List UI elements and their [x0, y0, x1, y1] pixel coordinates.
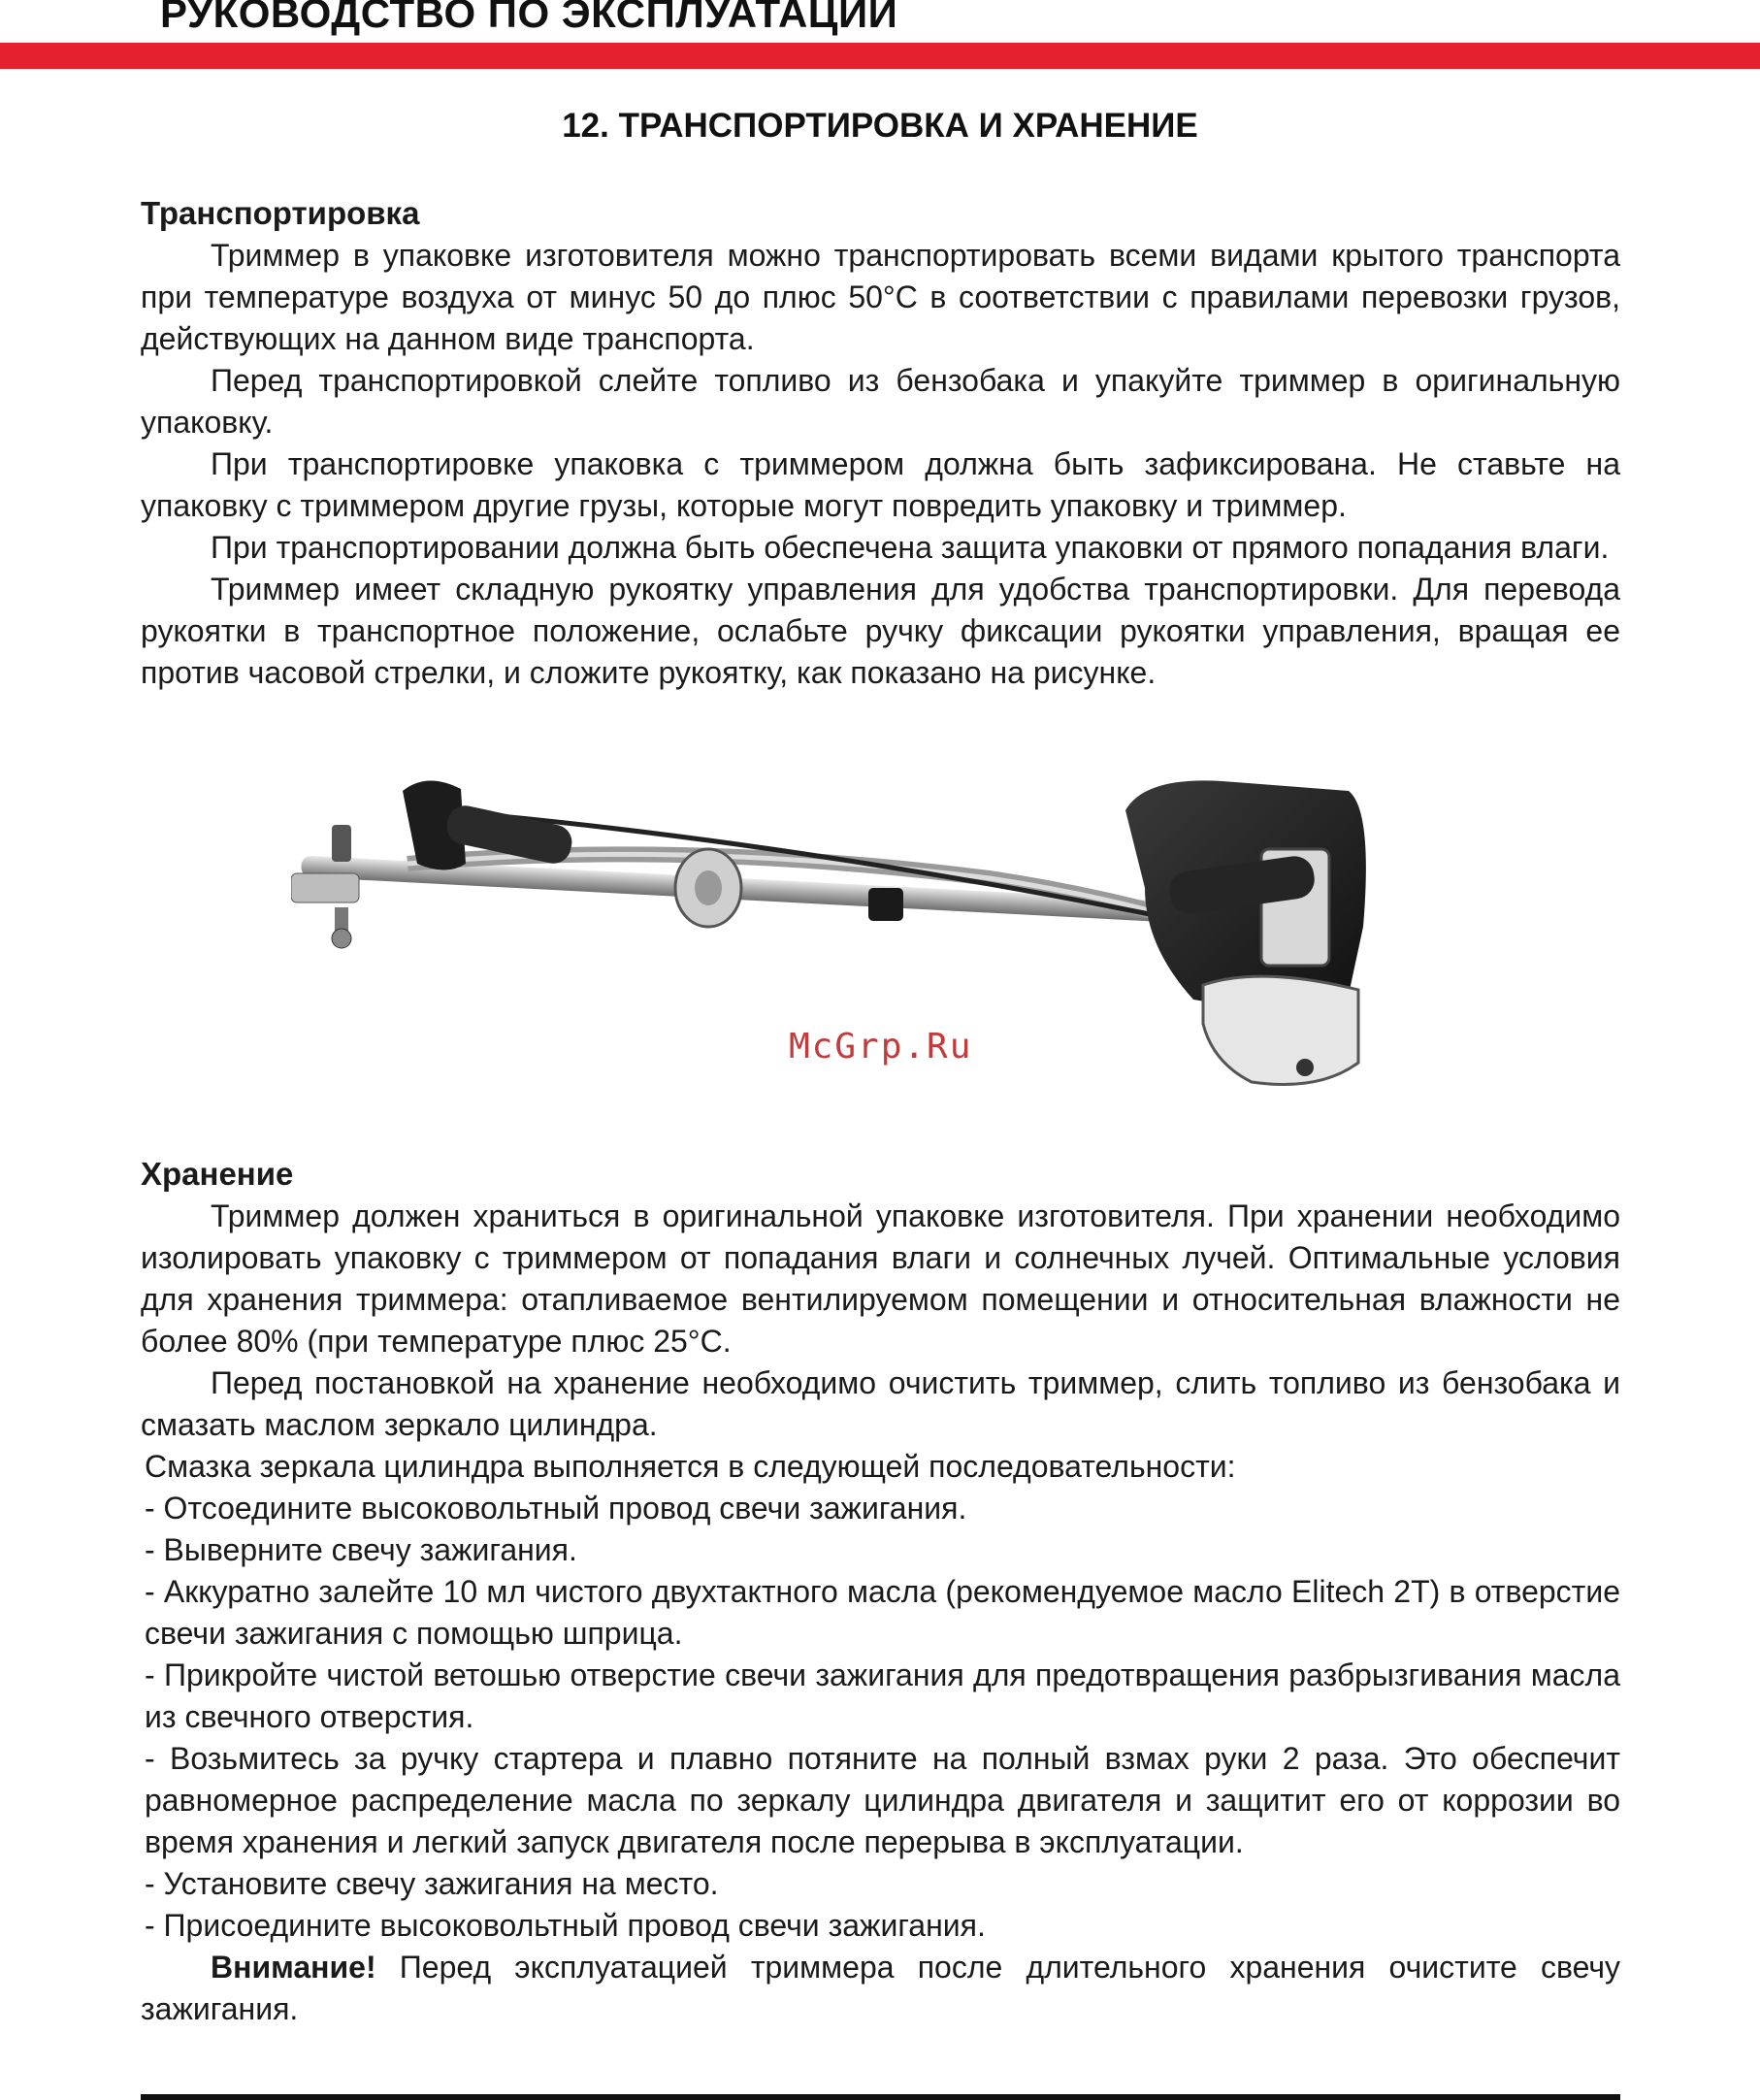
- footer-rule: [141, 2094, 1620, 2100]
- transport-paragraph: При транспортировании должна быть обеспечена защита упаковки от прямого попадания влаги.: [211, 530, 1610, 565]
- warning-paragraph: [141, 1947, 1620, 2030]
- transport-section: [141, 192, 1620, 694]
- header-title: РУКОВОДСТВО ПО ЭКСПЛУАТАЦИИ: [160, 0, 898, 36]
- list-item: - Прикройте чистой ветошью отверстие свечи зажигания для предотвращения разбрызгивания масла из свечного отверстия.: [145, 1657, 1620, 1734]
- transport-paragraph: Триммер в упаковке изготовителя можно транспортировать всеми видами крытого транспорта при температуре воздуха от минус 50 до плюс 50°С в соответствии с правилами перевозки грузов, действующих на данном виде транспорта.: [141, 238, 1620, 356]
- storage-paragraph: Триммер должен храниться в оригинальной упаковке изготовителя. При хранении необходимо изолировать упаковку с триммером от попадания влаги и солнечных лучей. Оптимальные условия для хранения триммера: отапливаемое вентилируемом помещении и относительная влажности не более 80% (при температуре плюс 25°С.: [141, 1198, 1620, 1359]
- header-red-bar: [0, 43, 1760, 69]
- storage-intro: Смазка зеркала цилиндра выполняется в следующей последовательности:: [145, 1449, 1236, 1484]
- list-item: - Установите свечу зажигания на место.: [145, 1866, 719, 1901]
- trimmer-illustration: [291, 771, 1436, 1150]
- list-item: - Отсоедините высоковольтный провод свечи зажигания.: [145, 1491, 967, 1526]
- storage-paragraph: Перед постановкой на хранение необходимо очистить триммер, слить топливо из бензобака и смазать маслом зеркало цилиндра.: [141, 1365, 1620, 1442]
- warning-label: Внимание!: [211, 1950, 376, 1985]
- folded-trimmer-photo: [291, 771, 1436, 1150]
- storage-section: [141, 1153, 1620, 2030]
- transport-heading: Транспортировка: [141, 195, 420, 231]
- warning-text: Перед эксплуатацией триммера после длительного хранения очистите свечу зажигания.: [141, 1950, 1620, 2026]
- storage-heading: Хранение: [141, 1156, 294, 1192]
- list-item: - Аккуратно залейте 10 мл чистого двухтактного масла (рекомендуемое масло Elitech 2T) в отверстие свечи зажигания с помощью шприца.: [145, 1574, 1620, 1651]
- list-item: - Присоедините высоковольтный провод свечи зажигания.: [145, 1908, 986, 1943]
- transport-paragraph: Перед транспортировкой слейте топливо из бензобака и упакуйте триммер в оригинальную упаковку.: [141, 363, 1620, 440]
- transport-paragraph: Триммер имеет складную рукоятку управления для удобства транспортировки. Для перевода рукоятки в транспортное положение, ослабьте ручку фиксации рукоятки управления, вращая ее против часовой стрелки, и сложите рукоятку, как показано на рисунке.: [141, 572, 1620, 690]
- list-item: - Выверните свечу зажигания.: [145, 1532, 577, 1567]
- transport-paragraph: При транспортировке упаковка с триммером должна быть зафиксирована. Не ставьте на упаковку с триммером другие грузы, которые могут повредить упаковку и триммер.: [141, 446, 1620, 523]
- list-item: - Возьмитесь за ручку стартера и плавно потяните на полный взмах руки 2 раза. Это обеспечит равномерное распределение масла по зеркалу цилиндра двигателя и защитит его от коррозии во время хранения и легкий запуск двигателя после перерыва в эксплуатации.: [145, 1741, 1620, 1859]
- section-title: 12. ТРАНСПОРТИРОВКА И ХРАНЕНИЕ: [562, 107, 1198, 145]
- watermark-text: McGrp.Ru: [789, 1027, 973, 1066]
